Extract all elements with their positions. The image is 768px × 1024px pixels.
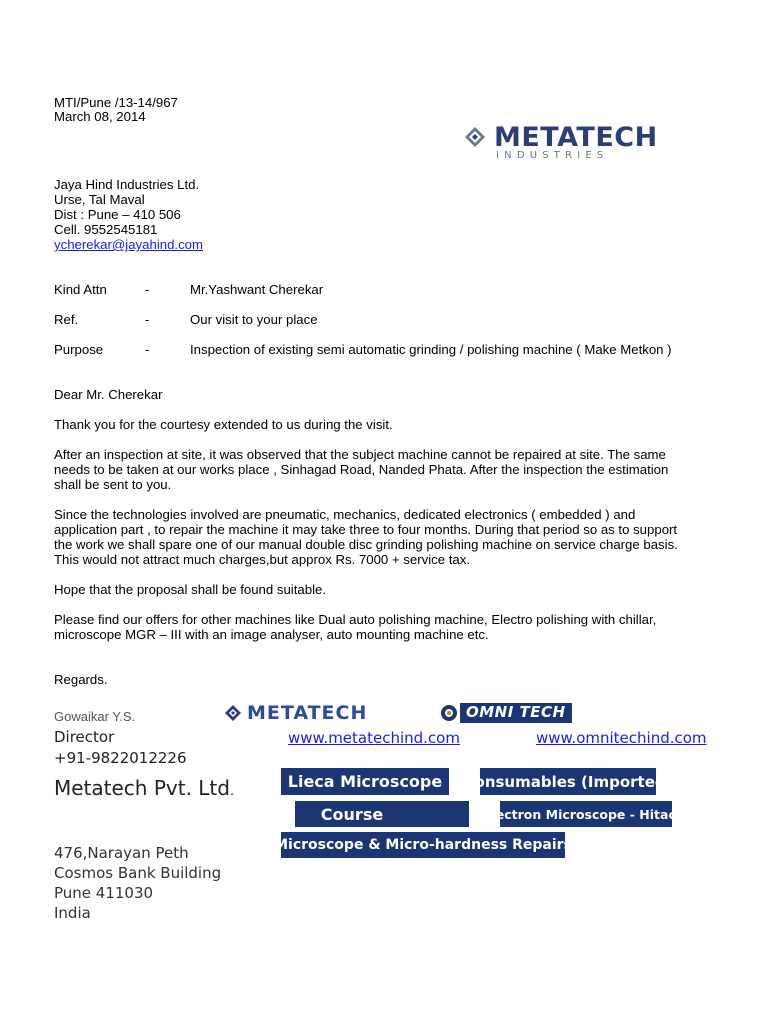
diamond-logo-icon <box>464 126 486 148</box>
omnitech-website-link[interactable]: www.omnitechind.com <box>536 729 707 747</box>
recipient-line1: Urse, Tal Maval <box>54 192 145 207</box>
letter-date: March 08, 2014 <box>54 109 146 124</box>
recipient-cell: Cell. 9552545181 <box>54 222 158 237</box>
recipient-email-link[interactable]: ycherekar@jayahind.com <box>54 237 203 252</box>
paragraph-2 <box>54 447 668 492</box>
meta-value-ref: Our visit to your place <box>190 312 318 327</box>
signatory-title: Director <box>54 728 115 746</box>
meta-label-ref: Ref. <box>54 312 79 327</box>
banner-repairs <box>274 832 572 858</box>
recipient-company: Jaya Hind Industries Ltd. <box>54 177 200 192</box>
banner-label: Lieca Microscope <box>287 772 443 791</box>
signatory-address <box>54 843 221 923</box>
banner-label: Electron Microscope - Hitachi <box>482 806 690 822</box>
metatech-website-link[interactable]: www.metatechind.com <box>288 729 460 747</box>
metatech-footer-logo <box>225 702 368 726</box>
omnitech-logo-icon <box>440 704 458 722</box>
meta-value-purpose: Inspection of existing semi automatic grinding / polishing machine ( Make Metkon ) <box>190 342 672 357</box>
address-line: India <box>54 904 91 922</box>
metatech-header-logo <box>464 122 658 164</box>
meta-dash: - <box>145 342 150 357</box>
paragraph-line: Since the technologies involved are pneumatic, mechanics, dedicated electronics ( embedded ) and <box>54 507 636 522</box>
paragraph-line: After an inspection at site, it was observed that the subject machine cannot be repaired at site. The same <box>54 447 666 462</box>
omnitech-footer-logo <box>440 702 576 724</box>
banner-label: Course <box>320 804 384 824</box>
signatory-name: Gowaikar Y.S. <box>54 709 136 724</box>
signatory-company <box>54 776 234 800</box>
closing: Regards. <box>54 672 108 687</box>
paragraph-line: the work we shall spare one of our manual double disc grinding polishing machine on service charge basis. <box>54 537 678 552</box>
paragraph-line: microscope MGR – III with an image analyser, auto mounting machine etc. <box>54 627 489 642</box>
paragraph-1: Thank you for the courtesy extended to us during the visit. <box>54 417 393 432</box>
signatory-phone: +91-9822012226 <box>54 749 187 767</box>
paragraph-line: application part , to repair the machine it may take three to four months. During that period so as to support <box>54 522 678 537</box>
meta-dash: - <box>145 282 150 297</box>
company-dot: . <box>229 784 235 799</box>
paragraph-4: Hope that the proposal shall be found suitable. <box>54 582 326 597</box>
banner-label: Microscope & Micro-hardness Repairs <box>274 837 572 853</box>
address-line: 476,Narayan Peth <box>54 844 189 862</box>
paragraph-line: This would not attract much charges,but approx Rs. 7000 + service tax. <box>54 552 470 567</box>
header-logo-name: METATECH <box>494 122 658 153</box>
company-name: Metatech Pvt. Ltd <box>54 776 230 800</box>
paragraph-3 <box>54 507 678 567</box>
meta-label-purpose: Purpose <box>54 342 104 357</box>
paragraph-line: needs to be taken at our works place , Sinhagad Road, Nanded Phata. After the inspection the estimation <box>54 462 669 477</box>
banner-electron-microscope <box>482 801 690 827</box>
meta-value-attn: Mr.Yashwant Cherekar <box>190 282 324 297</box>
meta-dash: - <box>145 312 150 327</box>
banner-consumables <box>463 768 673 795</box>
address-line: Pune 411030 <box>54 884 154 902</box>
recipient-line2: Dist : Pune – 410 506 <box>54 207 181 222</box>
reference-number: MTI/Pune /13-14/967 <box>54 95 178 110</box>
paragraph-line: shall be sent to you. <box>54 477 172 492</box>
paragraph-line: Please find our offers for other machines like Dual auto polishing machine, Electro polishing with chillar, <box>54 612 657 627</box>
salutation: Dear Mr. Cherekar <box>54 387 163 402</box>
diamond-logo-icon <box>225 705 241 721</box>
omnitech-footer-logo-text: OMNI TECH <box>466 703 566 721</box>
paragraph-5 <box>54 612 656 642</box>
metatech-footer-logo-text: METATECH <box>247 702 368 724</box>
address-line: Cosmos Bank Building <box>54 864 222 882</box>
banner-lieca-microscope <box>281 768 449 795</box>
meta-label-attn: Kind Attn <box>54 282 107 297</box>
banner-label: Consumables (Imported) <box>463 772 673 791</box>
banner-course <box>295 801 469 827</box>
header-logo-sub: INDUSTRIES <box>496 150 609 161</box>
